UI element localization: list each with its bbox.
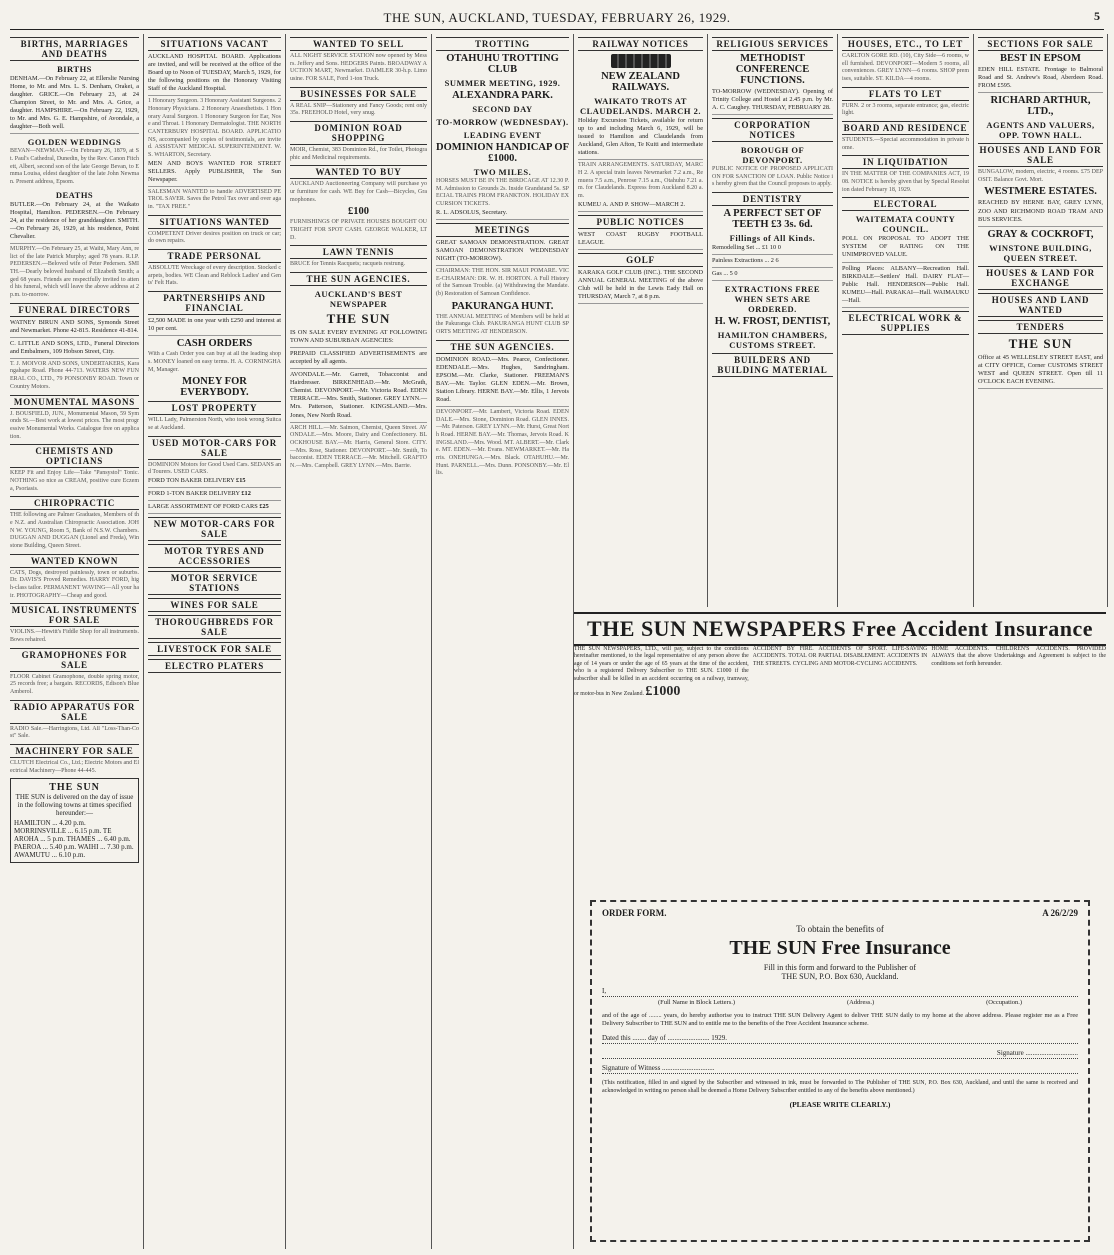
- exchange-heading: HOUSES & LAND FOR EXCHANGE: [978, 266, 1103, 290]
- best-newspaper: AUCKLAND'S BEST NEWSPAPER: [314, 289, 403, 310]
- column-text: TRAIN ARRANGEMENTS. SATURDAY, MARCH 2. A special train leaves Newmarket 7.2 a.m., Remuera 7.5 a.m., Penrose 7.15 a.m., Otahuhu 7.21 a.m. for Claudelands. Express from Auckland 8.20 a.m.: [578, 162, 703, 199]
- column-text: RADIO Sale.—Harringtons, Ltd. All "Loss-Than-Cost" Sale.: [10, 725, 139, 740]
- golf-notice: KARAKA GOLF CLUB (INC.). THE SECOND ANNUAL GENERAL MEETING of the above Club will be held in the Lewis Eady Hall on THURSDAY, March 7, at 8 p.m.: [578, 269, 703, 304]
- dentist-name: H. W. FROST, DENTIST,: [714, 316, 831, 328]
- secretary: R. L. ADSOLUS, Secretary.: [436, 209, 569, 220]
- money-heading: MONEY FOR EVERYBODY.: [180, 376, 249, 399]
- column-text: WILL Lady, Palmerston North, who took wrong Suitcase at Auckland.: [148, 417, 281, 431]
- agencies-list: AVONDALE.—Mr. Garrett, Tobacconist and Hairdresser. BIRKENHEAD.—Mr. McGrath, Chemist. DEVONPORT.—Mr. Victoria Road. EDEN TERRACE.—Mrs. Smith, Stationer. GREY LYNN.—Mrs. Patterson, Stationer. KINGSLAND.—Mrs. Jones, New North Road.: [290, 371, 427, 422]
- railways-title: NEW ZEALAND RAILWAYS.: [601, 71, 680, 93]
- prepaid-notice: PREPAID CLASSIFIED ADVERTISEMENTS are accepted by all agents.: [290, 350, 427, 369]
- monumental-heading: MONUMENTAL MASONS: [10, 395, 139, 409]
- dentist-address: HAMILTON CHAMBERS, CUSTOMS STREET.: [717, 330, 828, 351]
- new-cars-heading: NEW MOTOR-CARS FOR SALE: [148, 517, 281, 541]
- section-heading: BIRTHS, MARRIAGES AND DEATHS: [10, 37, 139, 61]
- situations-heading: SITUATIONS VACANT: [148, 37, 281, 51]
- lost-property-heading: LOST PROPERTY: [148, 401, 281, 415]
- situations-wanted-heading: SITUATIONS WANTED: [148, 215, 281, 229]
- thoroughbreds-heading: THOROUGHBREDS FOR SALE: [148, 615, 281, 639]
- venue: ALEXANDRA PARK.: [452, 90, 553, 101]
- sun-logo: THE SUN: [49, 782, 100, 794]
- column-houses-let: [838, 34, 974, 607]
- religious-heading: RELIGIOUS SERVICES: [712, 37, 833, 51]
- meeting-date: TO-MORROW (WEDNESDAY).: [436, 117, 569, 127]
- insurance-text-a: THE SUN NEWSPAPERS, LTD., will pay, subject to the conditions hereinafter mentioned, to the legal representative of any person above the age of 14 years or under the age of 65 years at the time of the accident, who is a registered Delivery Subscriber to THE SUN. £1000 if the subscriber shall be killed in an accident occurring on a railway, tramway, or motor-bus in New Zealand.: [574, 646, 749, 698]
- column-text: MURPHY.—On February 25, at Waihi, Mary Ann, relict of the late Patrick Murphy; aged 78 years. R.I.P. PEDERSEN.—Beloved wife of Peter Pedersen. SMITH.—Dearly beloved husband of Elizabeth Smith; aged 68 years. Friends are respectfully invited to attend his funeral, which will leave the above address at 2 p.m. to-morrow.: [10, 245, 141, 298]
- electrical-heading: ELECTRICAL WORK & SUPPLIES: [842, 311, 969, 335]
- samoan-demonstration: GREAT SAMOAN DEMONSTRATION. GREAT SAMOAN DEMONSTRATION WEDNESDAY NIGHT (TO-MORROW).: [436, 239, 569, 266]
- electro-platers-heading: ELECTRO PLATERS: [148, 659, 281, 673]
- houses-wanted-heading: HOUSES AND LAND WANTED: [978, 293, 1103, 317]
- railways-notice: Holiday Excursion Tickets, available for return up to and including March 6, 1929, will be issued to Hamilton and Claudelands from Auckland, Glen Afton, Te Kuiti and intermediate stations.: [578, 117, 703, 160]
- liquidation-heading: IN LIQUIDATION: [842, 155, 969, 169]
- column-trotting: [432, 34, 574, 1249]
- column-text: DOMINION Motors for Good Used Cars. SEDANS and Tourers. USED CARS.: [148, 461, 281, 476]
- sun-office-details: Office at 45 WELLESLEY STREET EAST, and at CITY OFFICE, Corner CUSTOMS STREET WEST and QUEEN STREET. Open till 11 O'CLOCK EACH EVENING.: [978, 354, 1103, 389]
- used-cars-heading: USED MOTOR-CARS FOR SALE: [148, 436, 281, 460]
- funeral-ad: WATNEY BIRUN AND SONS, Symonds Street and Newmarket. Phone 42-815. Residence 41-814.: [10, 319, 139, 338]
- golf-heading: GOLF: [578, 253, 703, 267]
- musical-heading: MUSICAL INSTRUMENTS FOR SALE: [11, 605, 138, 626]
- order-form[interactable]: [590, 900, 1090, 1242]
- column-text: BEVAN—NEWMAN.—On February 26, 1879, at St. Paul's Cathedral, Dunedin, by the Rev. Canon Fitchett, Albert, second son of the late George Bevan, to Emma Louisa, eldest daughter of the late John Newman. Present address, Epsom.: [10, 148, 139, 186]
- wanted-known-heading: WANTED KNOWN: [10, 554, 139, 568]
- county-council: WAITEMATA COUNTY COUNCIL.: [855, 214, 956, 235]
- column-text: AUCKLAND Auctioneering Company will purchase your furniture for cash. WE Buy for Cash—Bicycles, Gramophones.: [290, 181, 427, 203]
- field-labels: [602, 999, 1078, 1006]
- insurance-amount: £1000: [645, 684, 681, 700]
- epsom-details: EDEN HILL ESTATE. Frontage to Balmoral Road and St. Andrew's Road, Aberdeen Road. FROM £595.: [978, 66, 1103, 93]
- column-text: DEVONPORT.—Mr. Lambert, Victoria Road. EDENDALE.—Mrs. Stone, Dominion Road. GLEN INNES.—Mr. Paterson. GREY LYNN.—Mr. Hurst, Great North Road. HERNE BAY.—Mr. Thomas, Jervois Road. KINGSLAND.—Mrs. Wood. MT. ALBERT.—Mr. Clarke. MT. EDEN.—Mr. Evans. NEWMARKET.—Mr. Harris. ONEHUNGA.—Mrs. Black. OTAHUHU.—Mr. Hunt. PARNELL.—Mrs. Dunn. PONSONBY.—Mr. Ellis.: [436, 408, 571, 477]
- wanted-buy-heading: WANTED TO BUY: [290, 165, 427, 179]
- richard-arthur-sub: AGENTS AND VALUERS, OPP. TOWN HALL.: [986, 120, 1095, 141]
- service-stations-heading: MOTOR SERVICE STATIONS: [148, 571, 281, 595]
- trotting-heading: TROTTING: [436, 37, 569, 51]
- agencies-heading: THE SUN AGENCIES.: [290, 272, 427, 286]
- wanted-sell-heading: WANTED TO SELL: [290, 37, 427, 51]
- westmere-estates: WESTMERE ESTATES.: [984, 186, 1097, 198]
- poll-proposal: POLL ON PROPOSAL TO ADOPT THE SYSTEM OF RATING ON THE UNIMPROVED VALUE.: [842, 235, 969, 262]
- dominion-handicap: DOMINION HANDICAP OF £1000.: [436, 142, 569, 164]
- westmere-details: REACHED BY HERNE BAY, GREY LYNN, ZOO AND RICHMOND ROAD TRAM AND BUS SERVICES.: [978, 199, 1103, 226]
- death-notices: BUTLER.—On February 24, at the Waikato Hospital, Hamilton. PEDERSEN.—On February 24, at the residence of her granddaughter. SMITH.—On February 26, 1929, at his residence, Point Chevalier.: [10, 201, 139, 244]
- column-text: ARCH HILL.—Mr. Salmon, Chemist, Queen Street. AVONDALE.—Mrs. Moore, Dairy and Confectionery. BLOCKHOUSE BAY.—Mr. Harris, General Store. CITY.—Mrs. Rose, Stationer. DEVONPORT.—Mr. Smith, Tobacconist. EDEN TERRACE.—Mr. Mitchell. GRAFTON.—Mrs. Campbell. GREY LYNN.—Mrs. Barrie.: [290, 424, 427, 469]
- column-text: J. BOUSFIELD, JUN., Monumental Mason, 59 Symonds St.—Best work at lowest prices. The most progressive Monumental Works. Catalogue free on application.: [10, 410, 139, 440]
- tenders-heading: TENDERS: [978, 320, 1103, 334]
- form-address: THE SUN, P.O. Box 630, Auckland.: [781, 972, 899, 981]
- column-text: CATS, Dogs, destroyed painlessly, town or suburbs. Dr. DAVIS'S Proved Remedies. HARRY FORD, high-class tailor. PERMANENT WAVING—All your hair. PHOTOGRAPHY—Cheap and good.: [10, 569, 141, 599]
- column-text: COMPETENT Driver desires position on truck or car; do own repairs.: [148, 230, 283, 245]
- price-remodelling: Remodelling Set ... £1 10 0: [712, 244, 833, 255]
- football-league: WEST COAST RUGBY FOOTBALL LEAGUE.: [578, 231, 703, 250]
- fillings: Fillings of All Kinds.: [729, 233, 816, 244]
- agencies-cont-heading: THE SUN AGENCIES.: [436, 340, 569, 354]
- column-text: 1 Honorary Surgeon. 3 Honorary Assistant Surgeons. 2 Honorary Physicians. 2 Honorary Anaesthetists. 1 Honorary Aural Surgeon. 1 Honorary Surgeon for Ear, Nose and Throat. 1 Honorary Dermatologist. THE NORTH CANTERBURY HOSPITAL BOARD. APPLICATIONS, accompanied by copies of testimonials, are invited. ASSISTANT MEDICAL SUPERINTENDENT. W. S. WHARTON, Secretary.: [148, 98, 283, 158]
- gramophones-heading: GRAMOPHONES FOR SALE: [10, 648, 139, 672]
- board-heading: BOARD AND RESIDENCE: [843, 123, 968, 134]
- form-title: THE SUN Free Insurance: [729, 937, 951, 959]
- price-extractions: Painless Extractions ... 2 6: [712, 257, 833, 268]
- lawn-tennis-heading: LAWN TENNIS: [290, 245, 427, 259]
- businesses-heading: BUSINESSES FOR SALE: [290, 87, 427, 101]
- sun-logo: THE SUN: [326, 311, 391, 327]
- insurance-col-b: ACCIDENT BY FIRE. ACCIDENTS OF SPORT. LIFE-SAVING ACCIDENTS. TOTAL OR PARTIAL DISABLEMENT. ACCIDENTS IN THE STREETS. CYCLING AND MOTOR-CYCLING ACCIDENTS.: [752, 646, 928, 667]
- column-text: FURN. 2 or 3 rooms, separate entrance; gas, electric light.: [842, 102, 971, 117]
- column-sections: [974, 34, 1108, 607]
- column-text: With a Cash Order you can buy at all the leading shops. MONEY loaned on easy terms. H. A. CORNINGHAM, Manager.: [148, 351, 281, 373]
- car-price-ad: FORD TON BAKER DELIVERY £15: [148, 477, 281, 488]
- wines-heading: WINES FOR SALE: [148, 598, 281, 612]
- funeral-directors-heading: FUNERAL DIRECTORS: [10, 303, 139, 317]
- buy-price: £100: [348, 206, 369, 218]
- cash-orders-heading: CASH ORDERS: [176, 338, 253, 350]
- column-text: FURNISHINGS OF PRIVATE HOUSES BOUGHT OUTRIGHT FOR SPOT CASH. GEORGE WALKER, LTD.: [290, 219, 427, 241]
- column-text: CHAIRMAN: THE HON. SIR MAUI POMARE. VICE-CHAIRMAN: DR. W. H. HORTON. A Full History of the Samoan Trouble. (a) Withdrawing the Mandate. (b) Restoration of Samoan Confidence.: [436, 267, 571, 297]
- delivery-towns: HAMILTON ... 4.20 p.m. MORRINSVILLE ... 6.15 p.m. TE AROHA ... 5 p.m. THAMES ... 6.40 p.m. PAEROA ... 5.40 p.m. WAIHI ... 7.30 p.m. AWAMUTU ... 6.10 p.m.: [14, 819, 134, 860]
- free-accident-insurance: [574, 612, 1106, 1249]
- column-railway: [574, 34, 708, 607]
- insurance-col-a: [574, 646, 749, 892]
- column-births-deaths: [6, 34, 144, 1249]
- column-text: HORSES MUST BE IN THE BIRDCAGE AT 12.30 P.M. Admission to Grounds 2s. Inside Grandstand 5s. SPECIAL TRAINS FROM FRANKTON. HOLIDAY EXCURSION TICKETS.: [436, 178, 569, 208]
- signature-field[interactable]: Signature ..............................: [602, 1049, 1078, 1059]
- witness-field[interactable]: Signature of Witness ..............................: [602, 1064, 1078, 1074]
- car-price-ad: LARGE ASSORTMENT OF FORD CARS £25: [148, 503, 281, 514]
- houses-let-heading: HOUSES, ETC., TO LET: [842, 37, 969, 51]
- births-heading: BIRTHS: [57, 64, 92, 74]
- loan-ad: £2,500 MADE in one year with £250 and interest at 10 per cent.: [148, 317, 281, 336]
- street-sellers-ad: MEN AND BOYS WANTED FOR STREET SELLERS. Apply PUBLISHER, The Sun Newspaper.: [148, 160, 281, 187]
- column-text: CLUTCH Electrical Co., Ltd.; Electric Motors and Electrical Machinery—Phone 44-445.: [10, 759, 139, 774]
- form-note: (This notification, filled in and signed by the Subscriber and witnessed in ink, must be forwarded to The Publisher of THE SUN, P.O. Box 630, Auckland, and until the same is received and acknowledged in writing no person shall be deemed a Home Delivery Subscriber entitled to any of the benefits above mentioned.): [602, 1080, 1078, 1095]
- column-text: THE ANNUAL MEETING of Members will be held at the Pakuranga Club. PAKURANGA HUNT CLUB SPORTS MEETING AT HENDERSON.: [436, 313, 571, 335]
- column-text: THE following are Palmer Graduates, Members of the N.Z. and Australian Chiropractic Association. JOHN W. YOUNG, Room 5, Bank of N.S.W. Chambers. DUGGAN AND DUGGAN (Lionel and Freda), Winstone Building, Queen Street.: [10, 512, 141, 549]
- free-extractions: EXTRACTIONS FREE WHEN SETS ARE ORDERED.: [724, 284, 821, 315]
- chemists-heading: CHEMISTS AND OPTICIANS: [10, 444, 139, 468]
- form-header: [602, 908, 1078, 918]
- electoral-heading: ELECTORAL: [842, 197, 969, 211]
- occupation-label: (Occupation.): [986, 999, 1023, 1006]
- newspaper-title: THE SUN, AUCKLAND, TUESDAY, FEBRUARY 26, 1929.: [383, 10, 731, 25]
- column-text: BRUCE for Tennis Racquets; racquets restrung.: [290, 261, 406, 268]
- column-text: A REAL SNIP—Stationery and Fancy Goods; rent only 35s. FREEHOLD Hotel, very snug.: [290, 102, 429, 117]
- column-text: SALESMAN WANTED to handle ADVERTISED PETROL SAVER. Saves the Petrol Tax over and over again. "TAX FREE.": [148, 188, 281, 211]
- dated-field[interactable]: Dated this ........ day of ........................ 1929.: [602, 1034, 1078, 1044]
- car-price-ad: FORD 1-TON BAKER DELIVERY £12: [148, 490, 281, 501]
- chiropractic-heading: CHIROPRACTIC: [10, 496, 139, 510]
- dominion-shopping-heading: DOMINION ROAD SHOPPING: [290, 121, 427, 145]
- car-price: £12: [241, 489, 251, 497]
- tyres-heading: MOTOR TYRES AND ACCESSORIES: [148, 544, 281, 568]
- sun-delivery-box: [10, 778, 139, 863]
- flats-heading: FLATS TO LET: [842, 87, 969, 101]
- radio-heading: RADIO APPARATUS FOR SALE: [10, 700, 139, 724]
- epsom-ad: BEST IN EPSOM: [1000, 53, 1081, 64]
- insurance-headline: THE SUN NEWSPAPERS Free Accident Insurance: [574, 612, 1106, 646]
- methodist-notice: TO-MORROW (WEDNESDAY). Opening of Trinity College and Hostel at 2.45 p.m. by Mr. A. C. Caughey. THURSDAY, FEBRUARY 28.: [712, 88, 833, 115]
- column-text: KEEP Fit and Enjoy Life—Take "Pansystol" Tonic. NOTHING so nice as CREAM, positive cure Eczema, Psoriasis.: [10, 470, 141, 492]
- car-price: £25: [259, 503, 269, 511]
- column-text: ALL NIGHT SERVICE STATION now opened by Messrs. Jeffery and Sons. HEDGERS Paints. BROADWAY AUCTION MART, Newmarket. DAIMLER 30-h.p. Limousine. FOR SALE, Ford 1-ton Truck.: [290, 53, 427, 83]
- methodist-conference: METHODIST CONFERENCE FUNCTIONS.: [735, 53, 810, 86]
- kumeu-show: KUMEU A. AND P. SHOW—MARCH 2.: [578, 201, 703, 212]
- meeting-name: SUMMER MEETING, 1929.: [444, 78, 561, 88]
- delivery-text: THE SUN is delivered on the day of issue in the following towns at times specified hereunder:—: [15, 793, 134, 818]
- column-situations: [144, 34, 286, 1249]
- car-price: £15: [236, 476, 246, 484]
- locomotive-icon: [611, 54, 671, 68]
- column-wanted-to-sell: [286, 34, 432, 1249]
- form-label: ORDER FORM.: [602, 908, 667, 918]
- insurance-columns: [574, 646, 1106, 892]
- masthead: [10, 6, 1104, 30]
- address-label: (Address.): [846, 999, 875, 1006]
- race-distance: TWO MILES.: [473, 167, 532, 177]
- form-body: and of the age of ........ years, do hereby authorise you to instruct THE SUN Delivery Agent to deliver THE SUN daily to my home at the above address. Please register me as a Free Delivery Subscriber to THE SUN and to entitle me to the benefits of the Free Accident Insurance scheme.: [602, 1012, 1078, 1028]
- partnerships-heading: PARTNERSHIPS AND FINANCIAL: [148, 291, 281, 315]
- form-instruction: Fill in this form and forward to the Publisher of: [763, 963, 917, 972]
- name-label: (Full Name in Block Letters.): [657, 999, 736, 1006]
- devonport-borough: BOROUGH OF DEVONPORT.: [740, 145, 805, 166]
- richard-arthur: RICHARD ARTHUR, LTD.,: [990, 95, 1091, 118]
- corporation-heading: CORPORATION NOTICES: [712, 118, 833, 142]
- pakuranga-hunt: PAKURANGA HUNT.: [451, 300, 554, 312]
- railway-heading: RAILWAY NOTICES: [578, 37, 703, 51]
- price-gas: Gas ... 5 0: [712, 270, 833, 281]
- on-sale-notice: IS ON SALE EVERY EVENING AT FOLLOWING TOWN AND SUBURBAN AGENCIES:: [290, 329, 427, 348]
- name-field[interactable]: I,: [602, 987, 1078, 997]
- column-text: PUBLIC NOTICE OF PROPOSED APPLICATION FOR SANCTION OF LOAN. Public Notice is hereby given that the Council proposes to apply.: [712, 166, 833, 188]
- polling-places: Polling Places: ALBANY—Recreation Hall. BIRKDALE—Settlers' Hall. DAIRY FLAT—Public Hall. HENDERSON—Public Hall. KUMEU—Hall. PARAKAI—Hall. WAIMAUKU—Hall.: [842, 265, 969, 308]
- column-text: STUDENTS.—Special accommodation in private home.: [842, 137, 969, 151]
- column-text: T. J. MOIVOR AND SONS, UNDERTAKERS, Karangahape Road. Phone 44-713. WATERS NEW FUNERAL CO., LTD., 79 PONSONBY ROAD. Town or Country Motors.: [10, 360, 141, 390]
- leading-event: LEADING EVENT: [463, 130, 542, 140]
- column-text: IN THE MATTER OF THE COMPANIES ACT, 1908. NOTICE is hereby given that by Special Resolution dated February 18, 1929.: [842, 171, 969, 193]
- sections-heading: SECTIONS FOR SALE: [978, 37, 1103, 51]
- form-code: A 26/2/29: [1042, 908, 1078, 918]
- club-name: OTAHUHU TROTTING CLUB: [446, 53, 559, 75]
- column-text: FLOOR Cabinet Gramophone, double spring motor, 25 records free; a bargain. RECORDS, Edison's Blue Amberol.: [10, 673, 141, 695]
- meetings-heading: MEETINGS: [436, 223, 569, 237]
- machinery-heading: MACHINERY FOR SALE: [10, 744, 139, 758]
- meeting-day: SECOND DAY: [472, 104, 533, 114]
- hospital-board-ad: AUCKLAND HOSPITAL BOARD. Applications are invited, and will be received at the office of the Board up to Noon of TUESDAY, March 5, 1929, for the following positions on the Honorary Visiting Staff of the Auckland Hospital.: [148, 53, 281, 96]
- births-notices: DENHAM.—On February 22, at Ellerslie Nursing Home, to Mr. and Mrs. L. S. Denham, Orakei, a daughter. GRICE.—On February 23, at 24 Champion Street, to Mr. and Mrs. A. Grice, a daughter. HAMPSHIRE.—On February 22, 1929, to Mr. and Mrs. G. E. Hampshire, of Avondale, a daughter—Both well.: [10, 75, 139, 134]
- page-number: 5: [1094, 9, 1100, 23]
- column-text: ABSOLUTE Wreckage of every description. Stocked carpets, bodies. WE Clean and Reblock Ladies' and Gents' Felt Hats.: [148, 265, 281, 287]
- insurance-col-c: HOME ACCIDENTS. CHILDREN'S ACCIDENTS. PROVIDED ALWAYS that the above Undertakings and Agreement is subject to the conditions set forth hereunder.: [931, 646, 1107, 667]
- gray-cockroft: GRAY & COCKROFT,: [987, 228, 1094, 240]
- write-clearly: (PLEASE WRITE CLEARLY.): [789, 1099, 891, 1109]
- form-intro: To obtain the benefits of: [796, 924, 884, 934]
- deaths-heading: DEATHS: [55, 189, 94, 200]
- column-text: MOIR, Chemist, 383 Dominion Rd., for Toilet, Photographic and Medicinal requirements.: [290, 147, 427, 161]
- trade-personal-heading: TRADE PERSONAL: [148, 249, 281, 263]
- funeral-ad: C. LITTLE AND SONS, LTD., Funeral Directors and Embalmers, 109 Hobson Street, City.: [10, 340, 139, 359]
- dentistry-heading: DENTISTRY: [712, 192, 833, 206]
- builders-heading: BUILDERS AND BUILDING MATERIAL: [712, 353, 833, 377]
- agencies-continued: DOMINION ROAD.—Mrs. Pearce, Confectioner. EDENDALE.—Mrs. Hughes, Sandringham. EPSOM.—Mr. Clarke, Stationer. FREEMAN'S BAY.—Mr. Taylor. GLEN EDEN.—Mr. Brown, Station Library. HERNE BAY.—Mr. Ellis, 1 Jervois Road.: [436, 356, 569, 407]
- column-text: BUNGALOW, modern, electric, 4 rooms. £75 DEPOSIT. Balance Govt. Mort.: [978, 169, 1103, 183]
- public-notices-heading: PUBLIC NOTICES: [578, 215, 703, 229]
- column-religious: [708, 34, 838, 607]
- teeth-offer: A PERFECT SET OF TEETH £3 3s. 6d.: [723, 208, 822, 231]
- column-text: CARLTON GORE RD. (10), City Side—6 rooms, well furnished. DEVONPORT—Modern 5 rooms, all conveniences. GREY LYNN—6 rooms. SHOP premises, suitable. ST. KILDA—4 rooms.: [842, 53, 971, 83]
- column-text: VIOLINS.—Hewitt's Fiddle Shop for all instruments. Bows rehaired.: [10, 629, 141, 643]
- houses-sale-heading: HOUSES AND LAND FOR SALE: [979, 145, 1102, 166]
- railways-sub: WAIKATO TROTS AT CLAUDELANDS. MARCH 2.: [579, 96, 701, 116]
- gray-cockroft-sub: WINSTONE BUILDING, QUEEN STREET.: [989, 242, 1092, 263]
- golden-weddings-heading: GOLDEN WEDDINGS: [27, 137, 122, 148]
- livestock-heading: LIVESTOCK FOR SALE: [148, 642, 281, 656]
- sun-office-logo: THE SUN: [1008, 335, 1073, 351]
